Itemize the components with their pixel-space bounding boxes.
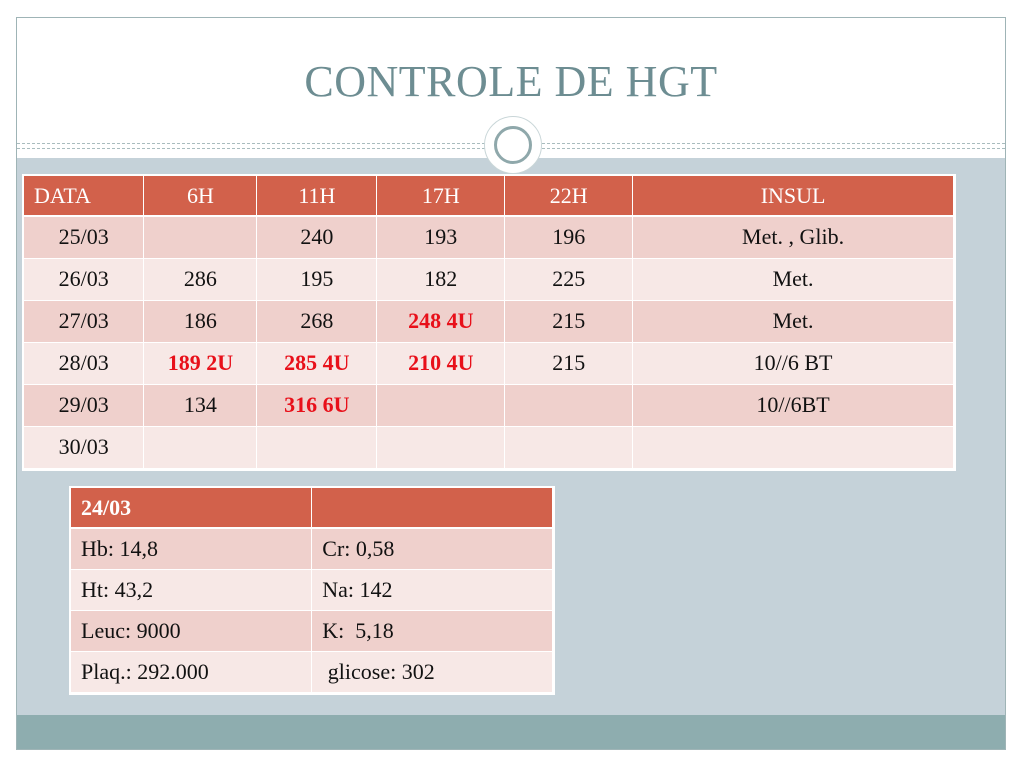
- table-cell: Plaq.: 292.000: [71, 651, 312, 692]
- table-cell: Met.: [633, 258, 954, 300]
- table-cell: [377, 384, 505, 426]
- table-cell: Cr: 0,58: [312, 528, 553, 569]
- table-cell: [257, 426, 377, 468]
- table-cell: [505, 384, 633, 426]
- header-17h: 17H: [377, 176, 505, 216]
- table-cell: 134: [144, 384, 257, 426]
- table-row: [24, 300, 954, 342]
- bottom-bar: [17, 715, 1005, 749]
- header-data: DATA: [24, 176, 144, 216]
- table-header-row: [24, 176, 954, 216]
- table-cell: Ht: 43,2: [71, 569, 312, 610]
- table-cell: 316 6U: [257, 384, 377, 426]
- table-row: [24, 426, 954, 468]
- slide: [16, 17, 1006, 750]
- table-cell: 215: [505, 300, 633, 342]
- header-insul: INSUL: [633, 176, 954, 216]
- table-cell: 195: [257, 258, 377, 300]
- table-row: [71, 610, 553, 651]
- table-header-row: [71, 488, 553, 528]
- table-row: [24, 342, 954, 384]
- table-row: [24, 258, 954, 300]
- table-cell: 10//6 BT: [633, 342, 954, 384]
- table-row: [24, 216, 954, 258]
- hgt-table: [24, 176, 954, 469]
- labs-empty-header: [312, 488, 553, 528]
- table-cell: 27/03: [24, 300, 144, 342]
- table-cell: 28/03: [24, 342, 144, 384]
- inner-ring: [494, 126, 532, 164]
- labs-table-body: [71, 528, 553, 692]
- table-cell: 189 2U: [144, 342, 257, 384]
- table-cell: K: 5,18: [312, 610, 553, 651]
- labs-date-header: 24/03: [71, 488, 312, 528]
- table-row: [71, 569, 553, 610]
- table-cell: 193: [377, 216, 505, 258]
- hgt-table-body: [24, 216, 954, 468]
- table-row: [71, 651, 553, 692]
- table-cell: 225: [505, 258, 633, 300]
- table-cell: 248 4U: [377, 300, 505, 342]
- table-row: [24, 384, 954, 426]
- table-cell: 29/03: [24, 384, 144, 426]
- table-cell: Leuc: 9000: [71, 610, 312, 651]
- labs-table: [71, 488, 553, 693]
- circle-ornament-icon: [484, 116, 542, 174]
- table-cell: 215: [505, 342, 633, 384]
- table-cell: Hb: 14,8: [71, 528, 312, 569]
- table-cell: 10//6BT: [633, 384, 954, 426]
- table-cell: 196: [505, 216, 633, 258]
- header-11h: 11H: [257, 176, 377, 216]
- table-cell: 182: [377, 258, 505, 300]
- table-cell: [144, 216, 257, 258]
- table-cell: Na: 142: [312, 569, 553, 610]
- table-cell: 285 4U: [257, 342, 377, 384]
- table-cell: [505, 426, 633, 468]
- slide-title: CONTROLE DE HGT: [304, 57, 718, 106]
- table-cell: 240: [257, 216, 377, 258]
- table-cell: [633, 426, 954, 468]
- table-cell: Met. , Glib.: [633, 216, 954, 258]
- table-cell: 30/03: [24, 426, 144, 468]
- table-cell: 26/03: [24, 258, 144, 300]
- table-cell: glicose: 302: [312, 651, 553, 692]
- header-22h: 22H: [505, 176, 633, 216]
- table-row: [71, 528, 553, 569]
- table-cell: 210 4U: [377, 342, 505, 384]
- table-cell: [377, 426, 505, 468]
- table-cell: 186: [144, 300, 257, 342]
- table-cell: 286: [144, 258, 257, 300]
- table-cell: Met.: [633, 300, 954, 342]
- table-cell: 25/03: [24, 216, 144, 258]
- table-cell: [144, 426, 257, 468]
- table-cell: 268: [257, 300, 377, 342]
- header-6h: 6H: [144, 176, 257, 216]
